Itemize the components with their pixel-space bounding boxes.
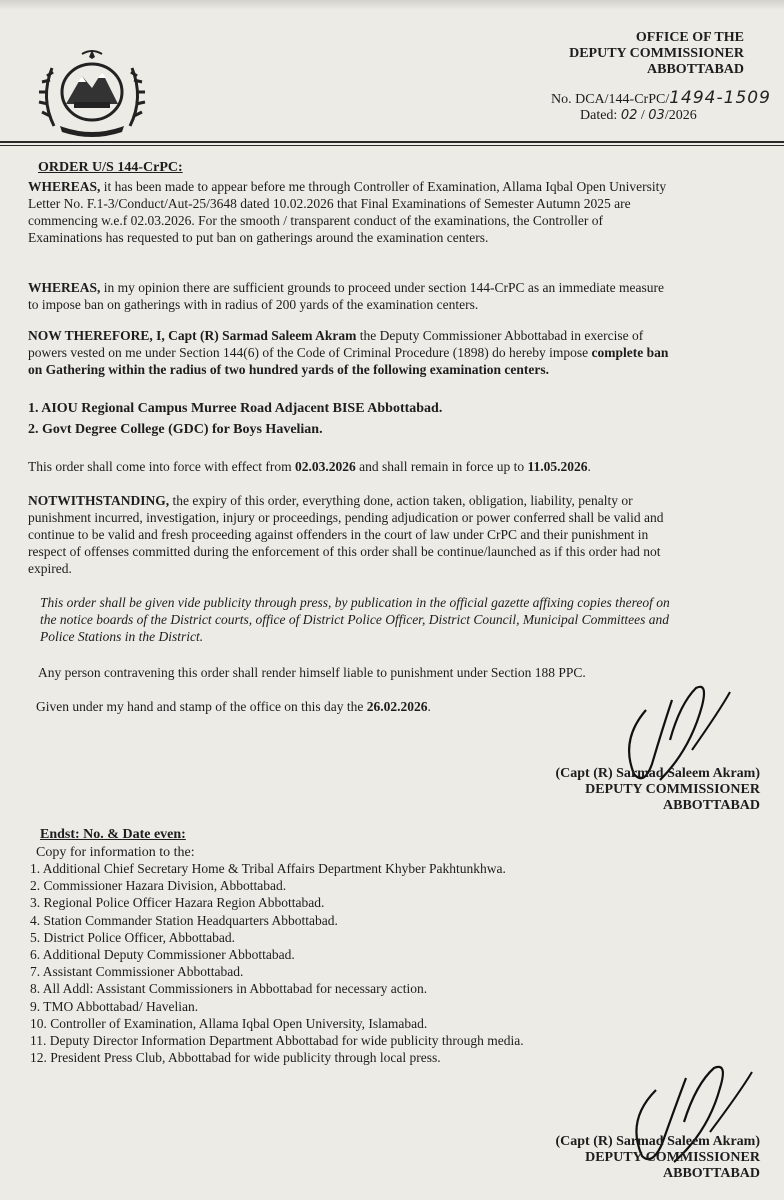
list-item: 1. Additional Chief Secretary Home & Tribal Affairs Department Khyber Pakhtunkhwa.	[30, 861, 506, 876]
p3-line3: on Gathering within the radius of two hundred yards of the following examination centers.	[28, 362, 550, 377]
dated-day: 02	[620, 108, 638, 123]
p5-line3: continue to be valid and fresh proceeding against offenders in the court of law under CrPC and their punishment in	[28, 527, 649, 542]
signature-block-endorsement	[555, 1134, 760, 1182]
p2-lead: WHEREAS,	[28, 280, 101, 295]
header-divider	[0, 141, 784, 143]
p3-line1: the Deputy Commissioner Abbottabad in exercise of	[356, 328, 644, 343]
list-item: 8. All Addl: Assistant Commissioners in Abbottabad for necessary action.	[30, 981, 428, 997]
signatory-place: ABBOTTABAD	[663, 798, 760, 813]
p3-lead: NOW THEREFORE, I, Capt (R) Sarmad Saleem Akram	[28, 328, 357, 343]
p8-text-end: .	[427, 699, 431, 714]
dated-month: 03	[648, 108, 665, 123]
p2-line2: to impose ban on gatherings with in radius of 200 yards of the examination centers.	[28, 297, 479, 312]
ref-handwritten: 1494-1509	[669, 88, 771, 108]
p4-text-b: and shall remain in force up to	[355, 459, 528, 474]
paragraph-publicity	[40, 594, 753, 645]
list-item: 2. Govt Degree College (GDC) for Boys Havelian.	[28, 422, 323, 437]
office-line1: OFFICE OF THE	[635, 30, 744, 45]
list-item: 11. Deputy Director Information Department Abbottabad for wide publicity through media.	[30, 1033, 524, 1049]
signature-block-order	[555, 766, 760, 814]
paragraph-whereas-2	[28, 279, 753, 313]
p1-lead: WHEREAS,	[28, 179, 101, 194]
p5-line4: respect of offenses committed during the enforcement of this order shall be continue/launched as if this order had not	[28, 544, 661, 559]
p1-line1: it has been made to appear before me through Controller of Examination, Allama Iqbal Open University	[100, 179, 667, 194]
dated-prefix: Dated:	[580, 108, 621, 123]
p2-line1: in my opinion there are sufficient grounds to proceed under section 144-CrPC as an immediate measure	[100, 280, 665, 295]
office-header	[569, 30, 744, 78]
p1-line3: commencing w.e.f 02.03.2026. For the smooth / transparent conduct of the examinations, the Controller of	[28, 213, 603, 228]
p5-line1: the expiry of this order, everything done, action taken, obligation, liability, penalty or	[169, 493, 633, 508]
scan-edge	[0, 0, 784, 10]
list-item: 10. Controller of Examination, Allama Iqbal Open University, Islamabad.	[30, 1015, 428, 1031]
copy-for-line: Copy for information to the:	[36, 845, 195, 860]
list-item: 2. Commissioner Hazara Division, Abbottabad.	[30, 878, 287, 894]
paragraph-effective-dates	[28, 458, 753, 475]
p5-line2: punishment incurred, investigation, injury or proceedings, pending adjudication or power conferred shall be valid and	[28, 510, 664, 525]
list-item: 9. TMO Abbottabad/ Havelian.	[30, 998, 199, 1014]
signatory-title: DEPUTY COMMISSIONER	[585, 1150, 760, 1165]
p5-line5: expired.	[28, 561, 72, 576]
ref-prefix: No. DCA/144-CrPC/	[551, 92, 670, 107]
paragraph-whereas-1	[28, 178, 753, 246]
centers-list	[28, 398, 442, 440]
list-item: 7. Assistant Commissioner Abbottabad.	[30, 964, 244, 980]
p6-line1: This order shall be given vide publicity through press, by publication in the official gazette affixing copies thereof on	[40, 595, 670, 610]
list-item: 6. Additional Deputy Commissioner Abbottabad.	[30, 947, 295, 963]
order-heading: ORDER U/S 144-CrPC:	[38, 160, 183, 175]
p4-to-date: 11.05.2026	[527, 459, 588, 474]
dated-year: /2026	[664, 108, 697, 123]
signatory-place: ABBOTTABAD	[663, 1166, 760, 1181]
list-item: 12. President Press Club, Abbottabad for wide publicity through local press.	[30, 1050, 441, 1066]
p7-line: Any person contravening this order shall render himself liable to punishment under Section 188 PPC.	[38, 665, 586, 680]
p1-line4: Examinations has requested to put ban on gatherings around the examination centers.	[28, 230, 489, 245]
p1-line2: Letter No. F.1-3/Conduct/Aut-25/3648 dated 10.02.2026 that Final Examinations of Semester Autumn 2025 are	[28, 196, 631, 211]
list-item: 3. Regional Police Officer Hazara Region Abbottabad.	[30, 895, 325, 911]
signatory-name: (Capt (R) Sarmad Saleem Akram)	[555, 766, 760, 781]
p4-text-c: .	[587, 459, 591, 474]
reference-number	[551, 88, 771, 108]
p8-date: 26.02.2026	[366, 699, 428, 714]
p3-line2-bold: complete ban	[591, 345, 669, 360]
p4-from-date: 02.03.2026	[295, 459, 356, 474]
dated-line: Dated: 02 / 03/2026	[580, 108, 697, 123]
endorsement-heading: Endst: No. & Date even:	[40, 827, 186, 842]
signatory-title: DEPUTY COMMISSIONER	[585, 782, 760, 797]
p5-lead: NOTWITHSTANDING,	[28, 493, 170, 508]
p6-line2: the notice boards of the District courts, office of District Police Officer, District Council, Municipal Committees and	[40, 612, 670, 627]
kpk-emblem-icon	[36, 46, 148, 138]
list-item: 1. AIOU Regional Campus Murree Road Adjacent BISE Abbottabad.	[28, 401, 443, 416]
p4-text-a: This order shall come into force with effect from	[28, 459, 296, 474]
paragraph-now-therefore	[28, 327, 753, 378]
paragraph-penalty	[38, 664, 763, 681]
paragraph-notwithstanding	[28, 492, 753, 577]
office-line3: ABBOTTABAD	[647, 62, 744, 77]
signatory-name: (Capt (R) Sarmad Saleem Akram)	[555, 1134, 760, 1149]
p6-line3: Police Stations in the District.	[40, 629, 204, 644]
p3-line2: powers vested on me under Section 144(6) of the Code of Criminal Procedure (1898) do hereby impose	[28, 345, 592, 360]
office-line2: DEPUTY COMMISSIONER	[569, 46, 744, 61]
header-divider-thin	[0, 145, 784, 146]
list-item: 4. Station Commander Station Headquarters Abbottabad.	[30, 912, 338, 928]
p8-text: Given under my hand and stamp of the office on this day the	[36, 699, 367, 714]
list-item: 5. District Police Officer, Abbottabad.	[30, 929, 236, 945]
copy-list	[30, 860, 524, 1066]
